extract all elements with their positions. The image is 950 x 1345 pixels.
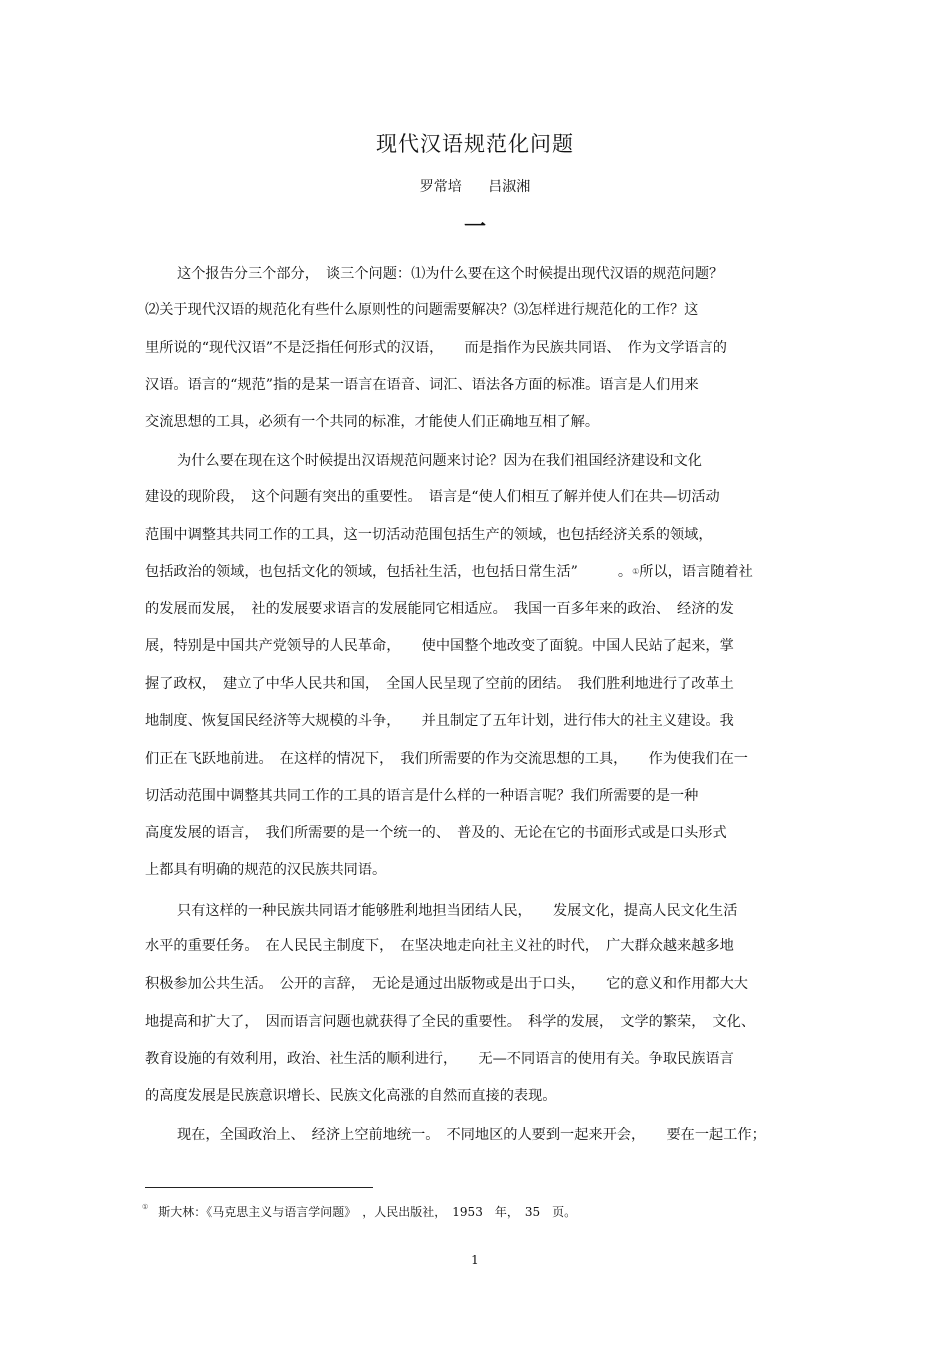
document-title: 现代汉语规范化问题	[376, 132, 574, 156]
text-line: 交流思想的工具，必须有一个共同的标准，才能使人们正确地互相了解。	[145, 414, 600, 430]
text-line: 上都具有明确的规范的汉民族共同语。	[145, 862, 387, 878]
author-name: 吕淑湘	[488, 179, 531, 195]
footnote	[142, 1203, 576, 1220]
section-heading: 一	[463, 214, 486, 240]
text-line: 教育设施的有效利用，政治、社生活的顺利进行， 无—不同语言的使用有关。争取民族语言	[145, 1051, 734, 1067]
text-line: 地制度、恢复国民经济等大规模的斗争， 并且制定了五年计划，进行伟大的社主义建设。我	[145, 713, 734, 729]
text-line: 只有这样的一种民族共同语才能够胜利地担当团结人民， 发展文化，提高人民文化生活	[177, 903, 738, 919]
text-line: 这个报告分三个部分， 谈三个问题：⑴为什么要在这个时候提出现代汉语的规范问题？	[177, 266, 724, 282]
text-segment: 包括政治的领域，也包括文化的领域，包括社生活，也包括日常生活”	[145, 564, 578, 580]
text-line: 积极参加公共生活。 公开的言辞， 无论是通过出版物或是出于口头， 它的意义和作用都大大	[145, 976, 748, 992]
page-number: 1	[471, 1253, 479, 1267]
text-line: 握了政权， 建立了中华人民共和国， 全国人民呈现了空前的团结。 我们胜利地进行了改革土	[145, 676, 734, 692]
author-line	[0, 176, 950, 196]
text-segment: 。	[617, 564, 633, 580]
footnote-reference: ①	[632, 567, 640, 576]
text-line: ⑵关于现代汉语的规范化有些什么原则性的问题需要解决？⑶怎样进行规范化的工作？这	[145, 302, 699, 318]
text-line: 的发展而发展， 社的发展要求语言的发展能同它相适应。 我国一百多年来的政治、 经济的发	[145, 601, 734, 617]
text-line: 建设的现阶段， 这个问题有突出的重要性。 语言是“使人们相互了解并使人们在共—切活动	[145, 489, 720, 505]
text-line: 们正在飞跃地前进。 在这样的情况下， 我们所需要的作为交流思想的工具， 作为使我们在一	[145, 751, 748, 767]
text-line: 里所说的“现代汉语”不是泛指任何形式的汉语， 而是指作为民族共同语、 作为文学语言的	[145, 340, 727, 356]
text-line: 水平的重要任务。 在人民民主制度下， 在坚决地走向社主义社的时代， 广大群众越来越多地	[145, 938, 734, 954]
text-line: 地提高和扩大了， 因而语言问题也就获得了全民的重要性。 科学的发展， 文学的繁荣， 文化、	[145, 1014, 756, 1030]
text-line: 切活动范围中调整其共同工作的工具的语言是什么样的一种语言呢？我们所需要的是一种	[145, 788, 699, 804]
text-line: 的高度发展是民族意识增长、民族文化高涨的自然而直接的表现。	[145, 1088, 557, 1104]
footnote-divider	[145, 1187, 373, 1188]
text-line: 范围中调整其共同工作的工具，这一切活动范围包括生产的领域，也包括经济关系的领域，	[145, 527, 713, 543]
text-line: 为什么要在现在这个时候提出汉语规范问题来讨论？因为在我们祖国经济建设和文化	[177, 453, 702, 469]
text-line: 汉语。语言的“规范”指的是某一语言在语音、词汇、语法各方面的标准。语言是人们用来	[145, 377, 699, 393]
text-line: 现在，全国政治上、 经济上空前地统一。 不同地区的人要到一起来开会， 要在一起工作；	[177, 1127, 766, 1143]
text-line: 高度发展的语言， 我们所需要的是一个统一的、 普及的、无论在它的书面形式或是口头形式	[145, 825, 727, 841]
text-line	[145, 562, 753, 582]
footnote-text: 斯大林：《马克思主义与语言学问题》 ，人民出版社， 1953 年， 35 页。	[158, 1205, 577, 1219]
text-line: 展，特别是中国共产党领导的人民革命， 使中国整个地改变了面貌。中国人民站了起来，掌	[145, 638, 734, 654]
footnote-marker: ①	[142, 1203, 149, 1211]
author-name: 罗常培	[419, 179, 462, 195]
text-segment: 所以，语言随着社	[639, 564, 753, 580]
